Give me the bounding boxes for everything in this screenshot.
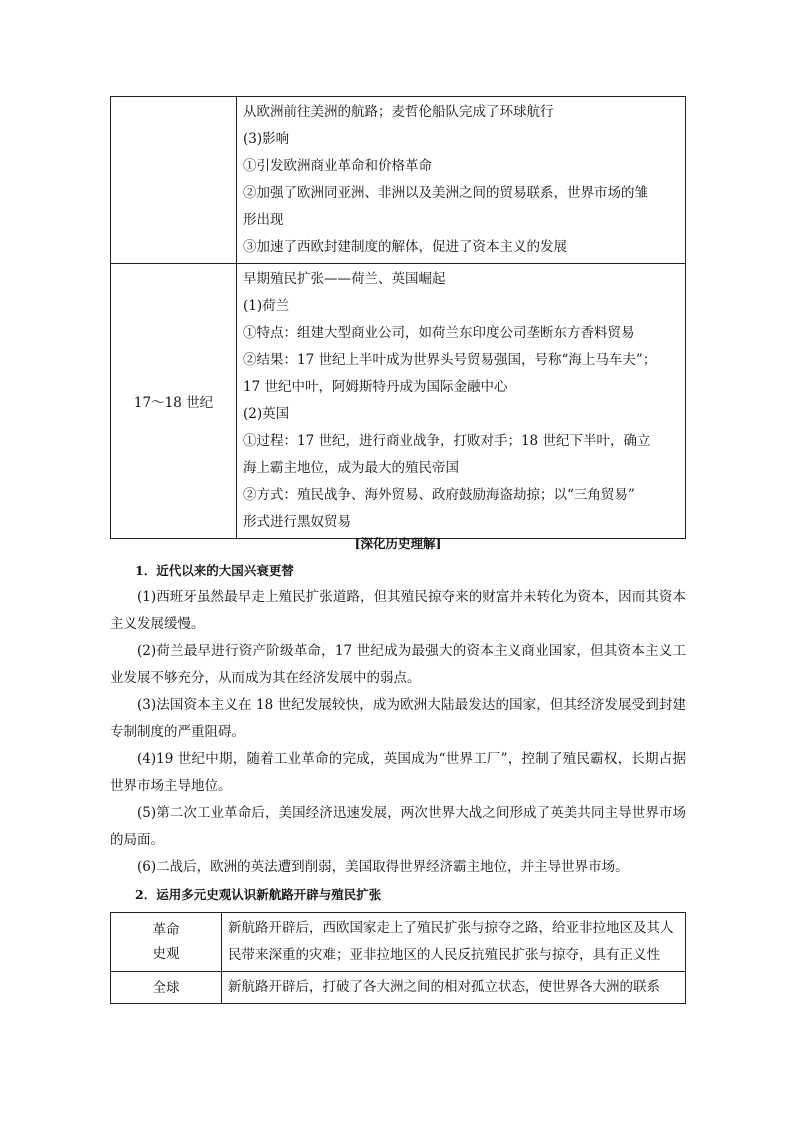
body-text [110,557,686,908]
text-line: 早期殖民扩张——荷兰、英国崛起 [243,271,446,287]
text-line: 形出现 [243,212,284,228]
label-line: 史观 [152,946,180,962]
view-label-cell [111,913,222,972]
table-row [111,972,686,1004]
paragraph: (4)19 世纪中期，随着工业革命的完成，英国成为“世界工厂”，控制了殖民霸权，长期占据世界市场主导地位。 [110,751,686,794]
text-line: ①过程：17 世纪，进行商业战争，打败对手；18 世纪下半叶，确立 [243,433,651,449]
period-cell-empty [111,97,237,264]
text-line: (2)英国 [243,406,290,422]
text-line: 海上霸主地位，成为最大的殖民帝国 [243,460,459,476]
text-line: ②结果：17 世纪上半叶成为世界头号贸易强国，号称“海上马车夫”； [243,352,657,368]
paragraph: (5)第二次工业革命后，美国经济迅速发展，两次世界大战之间形成了英美共同主导世界市场的局面。 [110,805,686,848]
text-line: (3)影响 [243,131,290,147]
label-line: 革命 [152,922,180,938]
historiography-table [110,912,686,1004]
paragraph: (6)二战后，欧洲的英法遭到削弱，美国取得世界经济霸主地位，并主导世界市场。 [137,859,629,875]
view-text-cell: 新航路开辟后，打破了各大洲之间的相对孤立状态，使世界各大洲的联系 [222,972,686,1004]
text-line: 形式进行黑奴贸易 [243,514,351,530]
text-line: (1)荷兰 [243,298,290,314]
text-line: ②加强了欧洲同亚洲、非洲以及美洲之间的贸易联系，世界市场的雏 [243,185,648,201]
table-row [111,264,686,539]
paragraph: (2)荷兰最早进行资产阶级革命，17 世纪成为最强大的资本主义商业国家，但其资本主义工业发展不够充分，从而成为其在经济发展中的弱点。 [110,643,686,686]
subheading: 2．运用多元史观认识新航路开辟与殖民扩张 [135,887,382,902]
content-cell [237,264,686,539]
text-line: ②方式：殖民战争、海外贸易、政府鼓励海盗劫掠；以“三角贸易” [243,487,635,503]
text-line: ①特点：组建大型商业公司，如荷兰东印度公司垄断东方香料贸易 [243,325,635,341]
subheading: 1．近代以来的大国兴衰更替 [135,563,294,578]
paragraph: (1)西班牙虽然最早走上殖民扩张道路，但其殖民掠夺来的财富并未转化为资本，因而其资本主义发展缓慢。 [110,589,686,632]
table-row [111,913,686,972]
view-text-cell: 新航路开辟后，西欧国家走上了殖民扩张与掠夺之路，给亚非拉地区及其人民带来深重的灾难；亚非拉地区的人民反抗殖民扩张与掠夺，具有正义性 [222,913,686,972]
section-title: [深化历史理解] [354,536,442,551]
view-label-cell: 全球 [111,972,222,1004]
table-row [111,97,686,264]
content-cell [237,97,686,264]
period-cell: 17～18 世纪 [111,264,237,539]
text-line: 从欧洲前往美洲的航路；麦哲伦船队完成了环球航行 [243,104,554,120]
text-line: 17 世纪中叶，阿姆斯特丹成为国际金融中心 [243,379,508,395]
paragraph: (3)法国资本主义在 18 世纪发展较快，成为欧洲大陆最发达的国家，但其经济发展受到封建专制制度的严重阻碍。 [110,697,686,740]
history-table-top [110,96,686,539]
text-line: ①引发欧洲商业革命和价格革命 [243,158,432,174]
text-line: ③加速了西欧封建制度的解体，促进了资本主义的发展 [243,239,567,255]
